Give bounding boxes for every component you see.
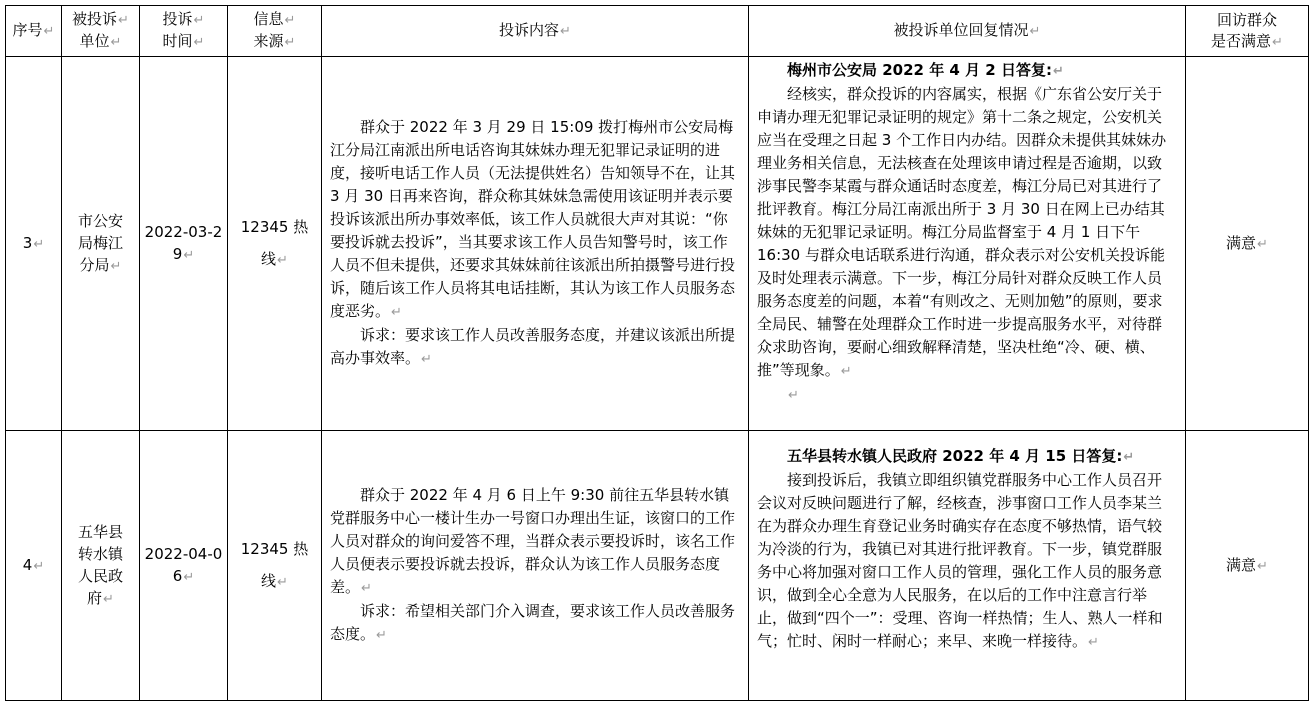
reply-title: 梅州市公安局 2022 年 4 月 2 日答复:↵: [787, 61, 1064, 79]
header-satisfaction: 回访群众 是否满意↵: [1186, 6, 1309, 57]
reply-empty-line: ↵: [788, 388, 799, 403]
complaint-paragraph: 群众于 2022 年 3 月 29 日 15:09 拨打梅州市公安局梅江分局江南派出所电话咨询其妹妹办理无犯罪记录证明的进度，接听电话工作人员（无法提供姓名）告知领导不在，让其 3 月 30 日再来咨询，群众称其妹妹急需使用该证明并表示要投诉该派出所办事效率低，该工作人员就很大声对其说：“你要投诉就去投诉”，当其要求该工作人员告知警号时，该工作人员不但未提供，还要求其妹妹前往该派出所拍摄警号进行投诉，随后该工作人员将其电话挂断，其认为该工作人员服务态度恶劣。↵: [330, 118, 736, 320]
header-reply: 被投诉单位回复情况↵: [749, 6, 1186, 57]
header-time: 投诉↵ 时间↵: [140, 6, 228, 57]
complaint-paragraph: 群众于 2022 年 4 月 6 日上午 9:30 前往五华县转水镇党群服务中心一楼计生办一号窗口办理出生证，该窗口的工作人员对群众的询问爱答不理，当群众表示要投诉时，该名工作人员便表示要投诉就去投诉，群众认为该工作人员服务态度差。↵: [330, 486, 736, 596]
complaint-request: 诉求：要求该工作人员改善服务态度，并建议该派出所提高办事效率。↵: [330, 326, 736, 367]
row-satisfaction: 满意↵: [1186, 57, 1309, 431]
row-complaint: [322, 431, 749, 701]
reply-paragraph: 接到投诉后，我镇立即组织镇党群服务中心工作人员召开会议对反映问题进行了解，经核查，涉事窗口工作人员李某兰在为群众办理生育登记业务时确实存在态度不够热情，语气较为冷淡的行为，我镇已对其进行批评教育。下一步，镇党群服务中心将加强对窗口工作人员的管理，强化工作人员的服务意识，做到全心全意为人民服务，在以后的工作中注意言行举止，做到“四个一”：受理、咨询一样热情；生人、熟人一样和气；忙时、闲时一样耐心；来早、来晚一样接待。↵: [757, 471, 1163, 650]
table-row: [6, 57, 1309, 431]
row-source: 12345 热 线↵: [228, 431, 322, 701]
header-complaint: 投诉内容↵: [322, 6, 749, 57]
row-reply: [749, 431, 1186, 701]
reply-paragraph: 经核实，群众投诉的内容属实，根据《广东省公安厅关于申请办理无犯罪记录证明的规定》第十二条之规定，公安机关应当在受理之日起 3 个工作日内办结。因群众未提供其妹妹办理业务相关信息，无法核查在处理该申请过程是否逾期，以致涉事民警李某霞与群众通话时态度差，梅江分局已对其进行了批评教育。梅江分局江南派出所于 3 月 30 日在网上已办结其妹妹的无犯罪记录证明。梅江分局监督室于 4 月 1 日下午 16:30 与群众电话联系进行沟通，群众表示对公安机关投诉能及时处理表示满意。下一步，梅江分局针对群众反映工作人员服务态度差的问题，本着“有则改之、无则加勉”的原则，要求全局民、辅警在处理群众工作时进一步提高服务水平，对待群众求助咨询，要耐心细致解释清楚，坚决杜绝“冷、硬、横、推”等现象。↵: [757, 85, 1167, 379]
header-unit: 被投诉↵ 单位↵: [62, 6, 140, 57]
row-index: 4↵: [6, 431, 62, 701]
row-source: 12345 热 线↵: [228, 57, 322, 431]
row-reply: [749, 57, 1186, 431]
complaint-request: 诉求：希望相关部门介入调查，要求该工作人员改善服务态度。↵: [330, 602, 736, 643]
row-unit: 五华县 转水镇 人民政 府↵: [62, 431, 140, 701]
row-satisfaction: 满意↵: [1186, 431, 1309, 701]
complaint-table: [5, 5, 1309, 701]
header-index: 序号↵: [6, 6, 62, 57]
row-complaint: [322, 57, 749, 431]
row-index: 3↵: [6, 57, 62, 431]
row-date: 2022-04-0 6↵: [140, 431, 228, 701]
reply-title: 五华县转水镇人民政府 2022 年 4 月 15 日答复:↵: [787, 447, 1135, 465]
header-row: [6, 6, 1309, 57]
header-source: 信息↵ 来源↵: [228, 6, 322, 57]
row-date: 2022-03-2 9↵: [140, 57, 228, 431]
row-unit: 市公安 局梅江 分局↵: [62, 57, 140, 431]
table-row: [6, 431, 1309, 701]
